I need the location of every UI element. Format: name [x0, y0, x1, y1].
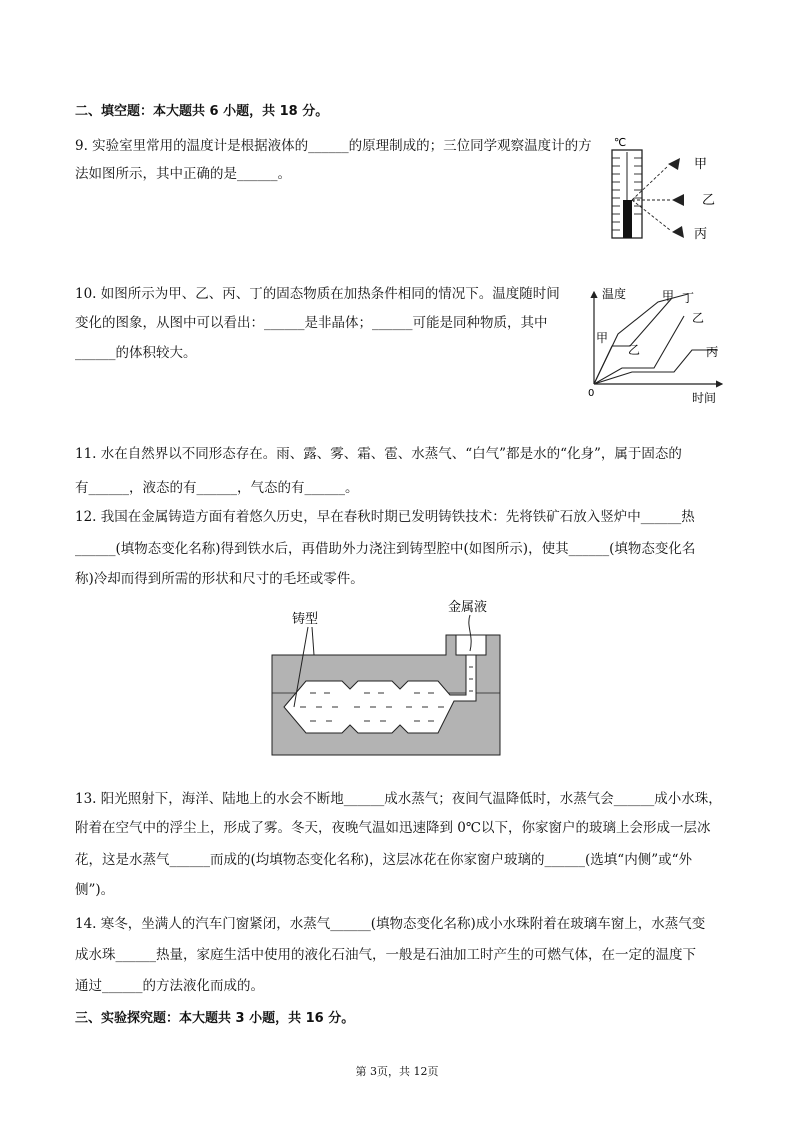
page-footer: 第 3页，共 12页 [355, 1065, 439, 1078]
eye-icon-yi [672, 194, 684, 206]
eye-icon-bing [672, 226, 684, 238]
origin-label: 0 [588, 388, 595, 399]
curve-label-ding: 丁 [682, 291, 695, 305]
mold-pointer-2 [312, 627, 314, 655]
q11-line-2: 有______，液态的有______，气态的有______。 [75, 480, 359, 496]
curve-label-jia-top: 甲 [662, 289, 675, 303]
q10-line-1: 10. 如图所示为甲、乙、丙、丁的固态物质在加热条件相同的情况下。温度随时间 [75, 286, 560, 302]
q9-line-2: 法如图所示，其中正确的是______。 [75, 166, 291, 182]
q12-line-1: 12. 我国在金属铸造方面有着悠久历史，早在春秋时期已发明铸铁技术：先将铁矿石放入竖炉中______热 [75, 509, 695, 525]
q14-line-3: 通过______的方法液化而成的。 [75, 978, 264, 994]
q10-line-3: ______的体积较大。 [75, 345, 197, 361]
q9-thermometer-figure [598, 132, 738, 244]
q12-casting-mold-figure [270, 597, 506, 761]
label-bing: 丙 [694, 227, 708, 242]
thermometer-unit: ℃ [613, 136, 627, 149]
q13-line-3: 花，这是水蒸气______而成的(均填物态变化名称)，这层冰花在你家窗户玻璃的______(选填“内侧”或“外 [75, 852, 693, 868]
q13-line-1: 13. 阳光照射下，海洋、陆地上的水会不断地______成水蒸气；夜间气温降低时，水蒸气会______成小水珠， [75, 791, 722, 807]
section-heading-experiment: 三、实验探究题：本大题共 3 小题，共 16 分。 [75, 1011, 355, 1026]
q14-line-1: 14. 寒冬，坐满人的汽车门窗紧闭，水蒸气______(填物态变化名称)成小水珠附着在玻璃车窗上，水蒸气变 [75, 916, 706, 932]
x-axis-label: 时间 [692, 391, 717, 405]
q11-line-1: 11. 水在自然界以不同形态存在。雨、露、雾、霜、雹、水蒸气、“白气”都是水的“化身”，属于固态的 [75, 446, 682, 462]
q13-line-2: 附着在空气中的浮尘上，形成了雾。冬天，夜晚气温如迅速降到 0℃以下，你家窗户的玻璃上会形成一层冰 [75, 820, 711, 836]
q12-line-2: ______(填物态变化名称)得到铁水后，再借助外力浇注到铸型腔中(如图所示)，使其______(填物态变化名 [75, 541, 696, 557]
y-axis-label: 温度 [602, 287, 627, 301]
q10-temperature-time-graph [582, 284, 732, 406]
label-jia: 甲 [694, 157, 708, 172]
curve-label-jia-left: 甲 [596, 331, 609, 345]
q10-line-2: 变化的图象，从图中可以看出：______是非晶体；______可能是同种物质，其中 [75, 315, 548, 331]
eye-icon-jia [668, 158, 680, 170]
liquid-label: 金属液 [448, 600, 488, 615]
q13-line-4: 侧”)。 [75, 882, 115, 898]
curve-label-yi-mid: 乙 [628, 343, 641, 357]
q12-line-3: 称)冷却而得到所需的形状和尺寸的毛坯或零件。 [75, 571, 364, 587]
section-heading-fill-in: 二、填空题：本大题共 6 小题，共 18 分。 [75, 104, 329, 119]
label-yi: 乙 [702, 193, 716, 208]
q14-line-2: 成水珠______热量，家庭生活中使用的液化石油气，一般是石油加工时产生的可燃气体，在一定的温度下 [75, 947, 696, 963]
curve-ding [594, 294, 688, 384]
curve-label-yi-right: 乙 [692, 311, 705, 325]
mold-label: 铸型 [292, 612, 319, 627]
curve-label-bing: 丙 [706, 345, 719, 359]
q9-line-1: 9. 实验室里常用的温度计是根据液体的______的原理制成的；三位同学观察温度计的方 [75, 138, 592, 154]
curve-bing [594, 350, 718, 384]
thermometer-liquid-column [623, 200, 632, 238]
